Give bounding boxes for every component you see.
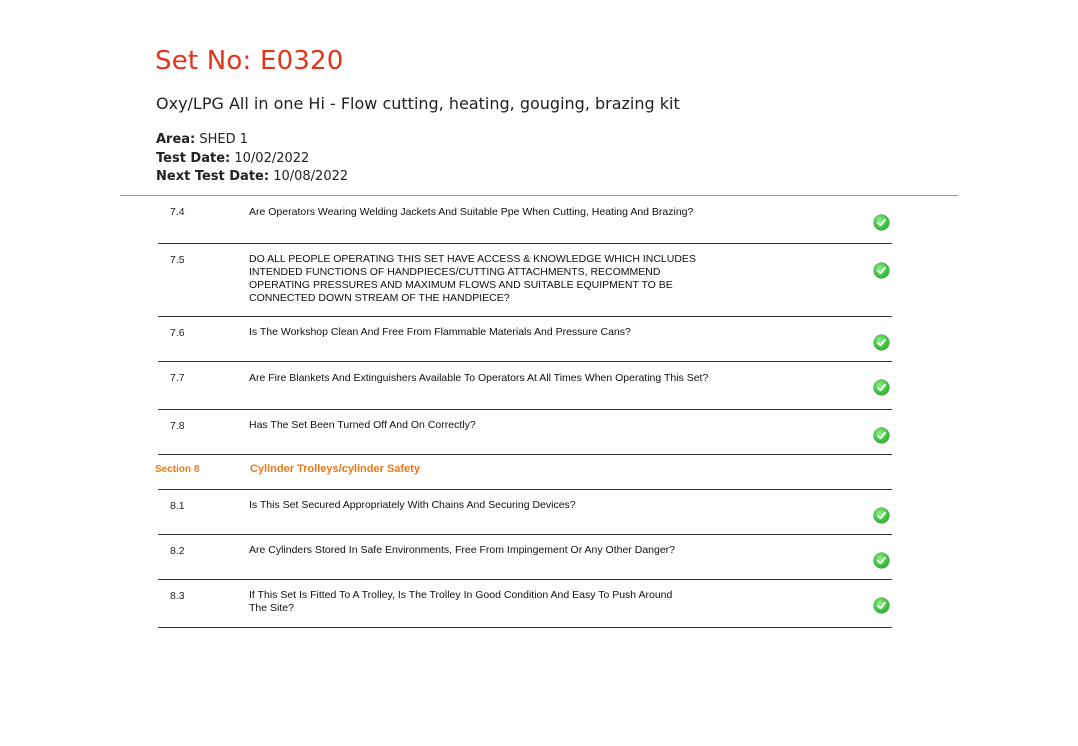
checklist-row (158, 580, 892, 628)
next-test-date-value: 10/08/2022 (273, 169, 349, 184)
item-question: Are Operators Wearing Welding Jackets And Suitable Ppe When Cutting, Heating And Brazing? (249, 206, 694, 218)
item-number: 8.3 (170, 590, 185, 602)
item-number: 8.2 (170, 545, 185, 557)
pass-check-icon (874, 428, 889, 443)
test-date-value: 10/02/2022 (234, 150, 310, 166)
item-number: 7.8 (170, 420, 185, 432)
test-date-label: Test Date: (156, 150, 231, 166)
checklist-row (158, 490, 892, 535)
test-date-row (156, 150, 348, 169)
section-divider (158, 455, 892, 490)
area-label: Area: (156, 132, 196, 147)
set-description: Oxy/LPG All in one Hi - Flow cutting, heating, gouging, brazing kit (156, 94, 680, 113)
checklist-row (158, 244, 892, 317)
item-number: 7.5 (170, 254, 185, 266)
area-value: SHED 1 (199, 132, 249, 147)
checklist-row (158, 535, 892, 580)
section-label: Section 8 (155, 464, 200, 475)
item-number: 8.1 (170, 500, 185, 512)
set-number-title: Set No: E0320 (155, 46, 344, 76)
next-test-date-label: Next Test Date: (156, 169, 270, 184)
checklist-row (158, 196, 892, 244)
pass-check-icon (874, 263, 889, 278)
item-number: 7.4 (170, 206, 185, 218)
area-row (156, 131, 348, 150)
set-meta (156, 131, 348, 187)
item-question: Are Fire Blankets And Extinguishers Available To Operators At All Times When Operating This Set? (249, 372, 709, 384)
section-title: Cylinder Trolleys/cylinder Safety (250, 463, 420, 475)
row-divider (158, 627, 892, 629)
item-question: Are Cylinders Stored In Safe Environments, Free From Impingement Or Any Other Danger? (249, 544, 676, 556)
item-question: Is The Workshop Clean And Free From Flammable Materials And Pressure Cans? (249, 326, 631, 338)
checklist-row (158, 317, 892, 362)
pass-check-icon (874, 215, 889, 230)
item-question: Has The Set Been Turned Off And On Correctly? (249, 419, 476, 431)
item-question: DO ALL PEOPLE OPERATING THIS SET HAVE ACCESS & KNOWLEDGE WHICH INCLUDES INTENDED FUNCTIONS OF HANDPIECES/CUTTING ATTACHMENTS, RECOMMEND OPERATING PRESSURES AND MAXIMUM FLOWS AND SUITABLE EQUIPMENT TO BE CONNECTED DOWN STREAM OF THE HANDPIECE? (249, 253, 696, 304)
item-number: 7.7 (170, 372, 185, 384)
checklist-row (158, 410, 892, 455)
pass-check-icon (874, 598, 889, 613)
next-test-date-row (156, 168, 348, 187)
pass-check-icon (874, 508, 889, 523)
pass-check-icon (874, 380, 889, 395)
pass-check-icon (874, 553, 889, 568)
item-question: If This Set Is Fitted To A Trolley, Is The Trolley In Good Condition And Easy To Push Around The Site? (249, 589, 673, 614)
pass-check-icon (874, 335, 889, 350)
item-question: Is This Set Secured Appropriately With Chains And Securing Devices? (249, 499, 576, 511)
item-number: 7.6 (170, 327, 185, 339)
checklist-row (158, 362, 892, 410)
